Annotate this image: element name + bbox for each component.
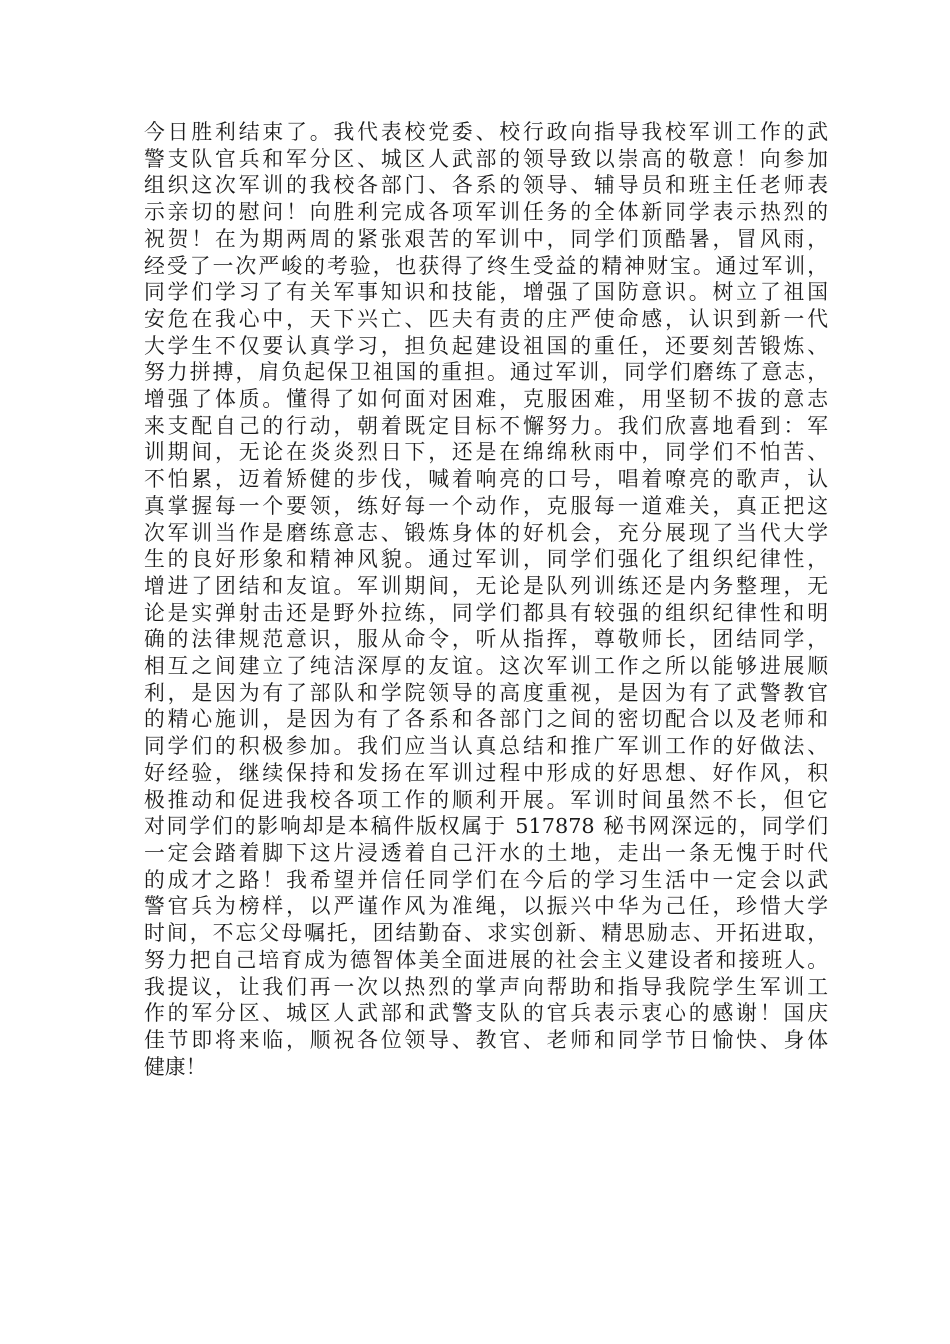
text-line: 增进了团结和友谊。军训期间，无论是队列训练还是内务整理，无 <box>144 573 828 598</box>
text-line: 我提议，让我们再一次以热烈的掌声向帮助和指导我院学生军训工 <box>144 974 828 999</box>
text-line: 时间，不忘父母嘱托，团结勤奋、求实创新、精思励志、开拓进取， <box>144 921 828 946</box>
text-line: 相互之间建立了纯洁深厚的友谊。这次军训工作之所以能够进展顺 <box>144 654 828 679</box>
text-line: 极推动和促进我校各项工作的顺利开展。军训时间虽然不长，但它 <box>144 787 828 812</box>
text-line: 作的军分区、城区人武部和武警支队的官兵表示衷心的感谢！国庆 <box>144 1001 828 1026</box>
text-line: 祝贺！在为期两周的紧张艰苦的军训中，同学们顶酷暑，冒风雨， <box>144 226 828 251</box>
text-line: 经受了一次严峻的考验，也获得了终生受益的精神财宝。通过军训， <box>144 253 828 278</box>
text-line: 同学们的积极参加。我们应当认真总结和推广军训工作的好做法、 <box>144 734 828 759</box>
text-line: 来支配自己的行动，朝着既定目标不懈努力。我们欣喜地看到：军 <box>144 413 828 438</box>
text-line: 对同学们的影响却是本稿件版权属于 517878 秘书网深远的，同学们 <box>144 814 828 839</box>
text-line: 示亲切的慰问！向胜利完成各项军训任务的全体新同学表示热烈的 <box>144 200 828 225</box>
text-line: 不怕累，迈着矫健的步伐，喊着响亮的口号，唱着嘹亮的歌声，认 <box>144 467 828 492</box>
text-line: 好经验，继续保持和发扬在军训过程中形成的好思想、好作风，积 <box>144 760 828 785</box>
text-line: 确的法律规范意识，服从命令，听从指挥，尊敬师长，团结同学， <box>144 627 828 652</box>
text-line: 努力把自己培育成为德智体美全面进展的社会主义建设者和接班人。 <box>144 947 828 972</box>
speech-body-text <box>144 119 828 1080</box>
text-line: 警官兵为榜样，以严谨作风为准绳，以振兴中华为己任，珍惜大学 <box>144 894 828 919</box>
text-line: 利，是因为有了部队和学院领导的高度重视，是因为有了武警教官 <box>144 680 828 705</box>
text-line: 组织这次军训的我校各部门、各系的领导、辅导员和班主任老师表 <box>144 173 828 198</box>
text-line: 警支队官兵和军分区、城区人武部的领导致以崇高的敬意！向参加 <box>144 146 828 171</box>
text-line: 的成才之路！我希望并信任同学们在今后的学习生活中一定会以武 <box>144 867 828 892</box>
text-line: 真掌握每一个要领，练好每一个动作，克服每一道难关，真正把这 <box>144 493 828 518</box>
text-line: 今日胜利结束了。我代表校党委、校行政向指导我校军训工作的武 <box>144 120 828 144</box>
text-line: 佳节即将来临，顺祝各位领导、教官、老师和同学节日愉快、身体 <box>144 1027 828 1052</box>
text-line: 训期间，无论在炎炎烈日下，还是在绵绵秋雨中，同学们不怕苦、 <box>144 440 828 465</box>
text-line: 生的良好形象和精神风貌。通过军训，同学们强化了组织纪律性， <box>144 547 828 572</box>
text-line: 安危在我心中，天下兴亡、匹夫有责的庄严使命感，认识到新一代 <box>144 306 828 331</box>
text-line: 增强了体质。懂得了如何面对困难，克服困难，用坚韧不拔的意志 <box>144 387 828 412</box>
text-line: 一定会踏着脚下这片浸透着自己汗水的土地，走出一条无愧于时代 <box>144 840 828 865</box>
text-line: 次军训当作是磨练意志、锻炼身体的好机会，充分展现了当代大学 <box>144 520 828 545</box>
text-line: 大学生不仅要认真学习，担负起建设祖国的重任，还要刻苦锻炼、 <box>144 333 828 358</box>
text-line: 努力拼搏，肩负起保卫祖国的重担。通过军训，同学们磨练了意志， <box>144 360 828 385</box>
text-line: 健康！ <box>144 1054 207 1079</box>
text-line: 论是实弹射击还是野外拉练，同学们都具有较强的组织纪律性和明 <box>144 600 828 625</box>
text-line: 同学们学习了有关军事知识和技能，增强了国防意识。树立了祖国 <box>144 280 828 305</box>
text-line: 的精心施训，是因为有了各系和各部门之间的密切配合以及老师和 <box>144 707 828 732</box>
